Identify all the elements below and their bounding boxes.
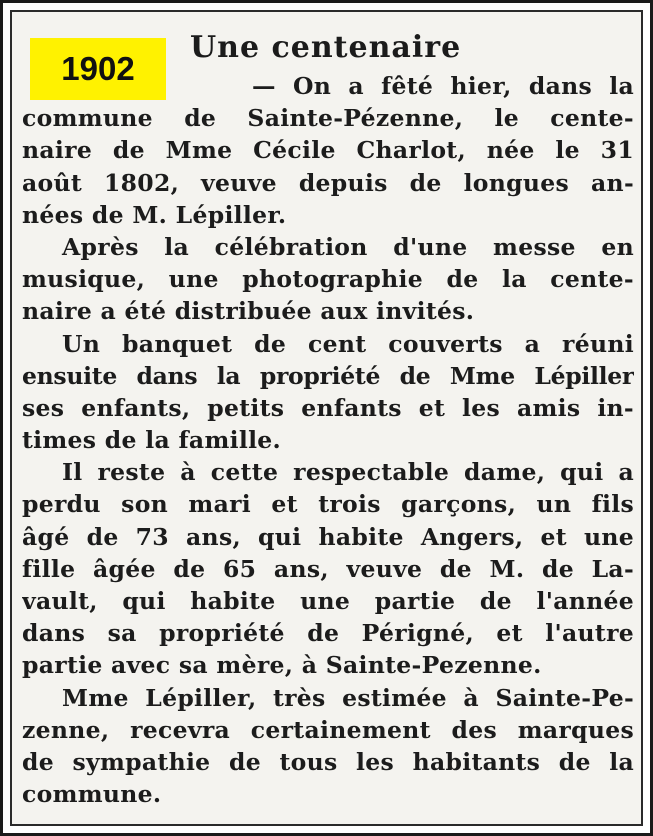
article-line: naire de Mme Cécile Charlot, née le 31 — [22, 136, 634, 165]
article-line: commune. — [22, 780, 162, 809]
article-line: partie avec sa mère, à Sainte-Pezenne. — [22, 651, 542, 680]
article-line: perdu son mari et trois garçons, un fils — [22, 490, 634, 519]
article-line: Il reste à cette respectable dame, qui a — [62, 458, 634, 487]
newspaper-clipping — [10, 10, 643, 826]
article-line: de sympathie de tous les habitants de la — [22, 747, 634, 776]
article-line: vault, qui habite une partie de l'année — [22, 587, 634, 615]
article-line: commune de Sainte-Pézenne, le cente- — [22, 104, 634, 133]
article-line: times de la famille. — [22, 426, 282, 455]
article-line: août 1802, veuve depuis de longues an- — [22, 168, 634, 197]
article-line: nées de M. Lépiller. — [22, 200, 287, 229]
article-body — [22, 70, 634, 810]
article-line: Après la célébration d'une messe en — [62, 232, 634, 261]
article-line: Un banquet de cent couverts a réuni — [62, 329, 634, 358]
article-line: ensuite dans la propriété de Mme Lépiller — [22, 361, 634, 390]
article-line: naire a été distribuée aux invités. — [22, 297, 475, 326]
year-badge: 1902 — [30, 38, 166, 100]
article-line: âgé de 73 ans, qui habite Angers, et une — [22, 522, 634, 551]
article-line: — On a fêté hier, dans la — [252, 72, 634, 100]
article-line: ses enfants, petits enfants et les amis in- — [22, 393, 634, 422]
article-line: Mme Lépiller, très estimée à Sainte-Pe- — [62, 683, 634, 712]
article-line: zenne, recevra certainement des marques — [22, 715, 634, 744]
article-line: musique, une photographie de la cente- — [22, 265, 634, 294]
article-line: dans sa propriété de Périgné, et l'autre — [22, 619, 634, 648]
article-line: fille âgée de 65 ans, veuve de M. de La- — [22, 554, 634, 583]
article-title: Une centenaire — [190, 30, 462, 65]
